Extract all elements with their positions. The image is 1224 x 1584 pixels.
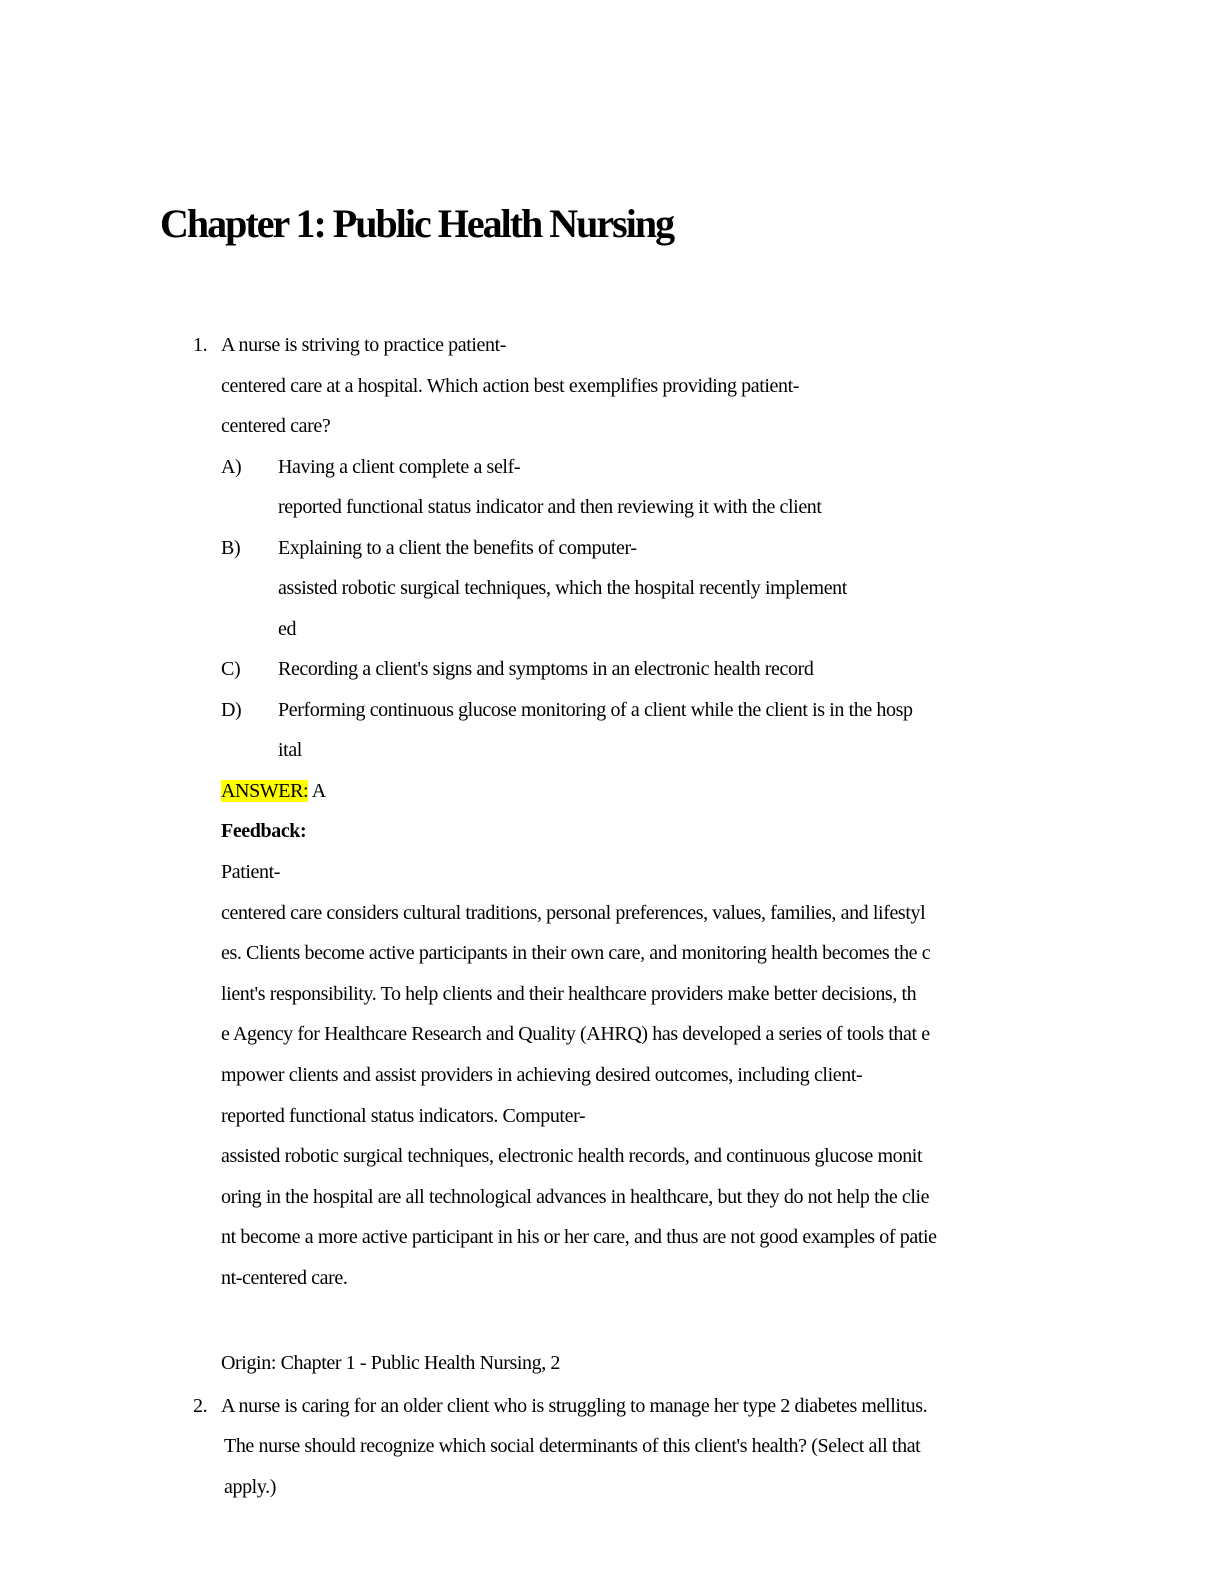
feedback-line: nt become a more active participant in his or her care, and thus are not good examples of patie	[221, 1226, 937, 1248]
feedback-line: mpower clients and assist providers in achieving desired outcomes, including client-	[221, 1064, 863, 1086]
option-text-d: Performing continuous glucose monitoring of a client while the client is in the hosp	[278, 699, 913, 721]
feedback-label: Feedback:	[221, 820, 307, 842]
option-text-c: Recording a client's signs and symptoms in an electronic health record	[278, 658, 814, 680]
feedback-line: nt-centered care.	[221, 1267, 348, 1289]
feedback-line: Patient-	[221, 861, 281, 883]
option-text-b: ed	[278, 618, 297, 640]
feedback-line: es. Clients become active participants in their own care, and monitoring health becomes the c	[221, 942, 931, 964]
question-number: 1.	[193, 334, 208, 356]
question-stem-line: centered care at a hospital. Which action best exemplifies providing patient-	[221, 375, 800, 397]
question-stem-line: apply.)	[224, 1476, 276, 1498]
answer-line	[221, 779, 326, 803]
feedback-line: assisted robotic surgical techniques, electronic health records, and continuous glucose monit	[221, 1145, 923, 1167]
option-text-a: Having a client complete a self-	[278, 456, 521, 478]
question-number: 2.	[193, 1395, 208, 1417]
feedback-line: reported functional status indicators. Computer-	[221, 1105, 586, 1127]
feedback-line: lient's responsibility. To help clients and their healthcare providers make better decisions, th	[221, 983, 917, 1005]
question-stem-line: centered care?	[221, 415, 331, 437]
option-text-d: ital	[278, 739, 302, 761]
option-text-b: Explaining to a client the benefits of computer-	[278, 537, 637, 559]
feedback-line: oring in the hospital are all technological advances in healthcare, but they do not help the clie	[221, 1186, 930, 1208]
option-label-b: B)	[221, 537, 241, 559]
feedback-line: e Agency for Healthcare Research and Quality (AHRQ) has developed a series of tools that e	[221, 1023, 930, 1045]
option-label-a: A)	[221, 456, 242, 478]
option-text-b: assisted robotic surgical techniques, which the hospital recently implement	[278, 577, 847, 599]
answer-label: ANSWER:	[221, 780, 309, 802]
option-text-a: reported functional status indicator and then reviewing it with the client	[278, 496, 822, 518]
origin-line: Origin: Chapter 1 - Public Health Nursing, 2	[221, 1352, 561, 1374]
page-title: Chapter 1: Public Health Nursing	[160, 201, 674, 246]
option-label-c: C)	[221, 658, 241, 680]
feedback-line: centered care considers cultural traditions, personal preferences, values, families, and lifestyl	[221, 902, 926, 924]
question-stem-line: A nurse is striving to practice patient-	[221, 334, 507, 356]
question-stem-line: A nurse is caring for an older client who is struggling to manage her type 2 diabetes mellitus.	[221, 1395, 928, 1417]
answer-value: A	[308, 780, 326, 802]
option-label-d: D)	[221, 699, 242, 721]
question-stem-line: The nurse should recognize which social determinants of this client's health? (Select all that	[224, 1435, 921, 1457]
